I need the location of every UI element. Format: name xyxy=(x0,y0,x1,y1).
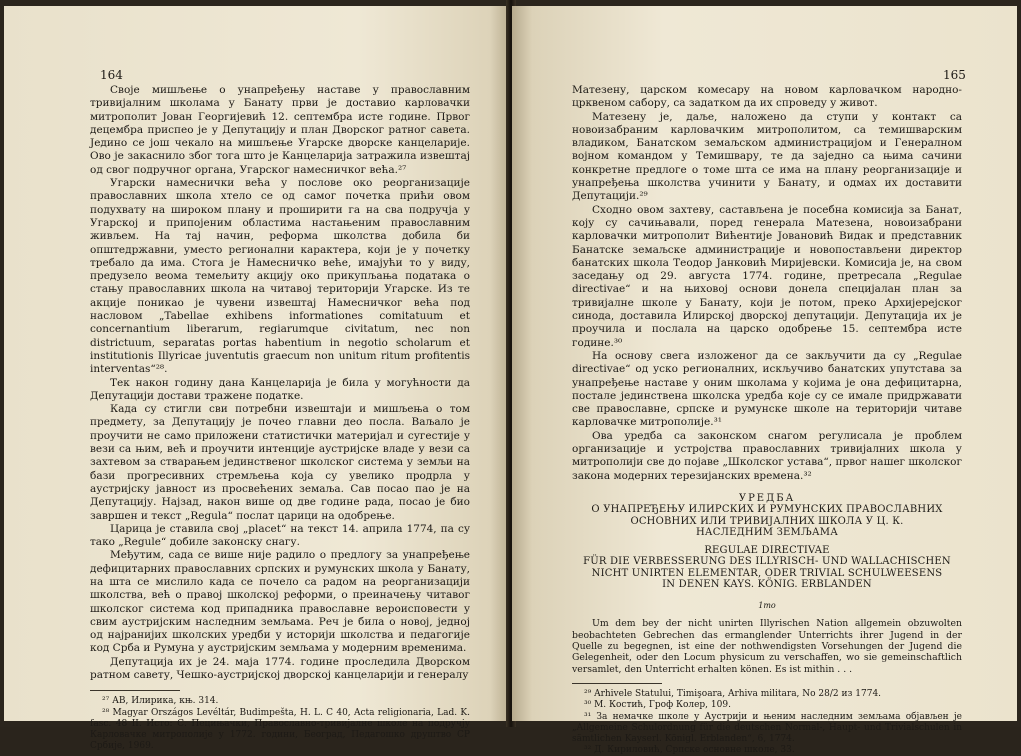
section-mark: 1mo xyxy=(758,600,776,610)
heading-line: НАСЛЕДНИМ ЗЕМЉАМА xyxy=(696,527,838,539)
paragraph: Депутација их је 24. маја 1774. године проследила Дворском ратном савету, Чешко-аустријској дворској канцеларији и генералу xyxy=(90,655,470,682)
paragraph: Када су стигли сви потребни извештаји и мишљења о том предмету, за Депутацију је почео главни део посла. Ваљало је проучити не само приложени статистички материјал и сугестије у вези са њим, већ и проучити интенције аустријске владе у вези са захтевом за стварањем јединственог школског система у земљи на бази прогресивних стремљења која су увелико продрла у аустријску јавност из просвећених земаља. Сав посао пао је на Депутацију. Најзад, након више од две године рада, посао је био завршен и текст „Regula“ послат царици на одобрење. xyxy=(90,403,470,522)
footnote: ³² Д. Кириловић, Српске основне школе, 33. xyxy=(584,745,795,756)
footnote: ³¹ За немачке школе у Аустрији и њеним наследним земљама објављен је „Allgemeine Schulordnung für die deutschen Normal-, Haupt- und Trivialschulen in sämtlichen Kayserl. Königl. Erblanden“, 6, 1774. xyxy=(572,711,962,745)
footnote: ²⁷ АВ, Илирика, књ. 314. xyxy=(102,696,219,707)
right-text-column xyxy=(572,84,962,756)
paragraph: Матезену, царском комесару на новом карловачком народно-црквеном сабору, са задатком да их спроведу у живот. xyxy=(572,84,962,110)
heading-line: О УНАПРЕЂЕЊУ ИЛИРСКИХ И РУМУНСКИХ ПРАВОСЛАВНИХ xyxy=(591,504,943,516)
footnote-divider xyxy=(90,690,180,691)
german-paragraph: Um dem bey der nicht unirten Illyrischen Nation allgemein obzuwolten beobachteten Gebrechen das ermanglender Unterrichts ihrer Jugend in der Quelle zu begegnen, ist eine der nothwendigsten Vorsehungen der Jugend die Gelegenheit, oder den Locum physicum zu verschaffen, wo sie gemeinschaftlich versamlet, den Unterricht erhalten könen. Es ist mithin . . . xyxy=(572,618,962,675)
page-number-right: 165 xyxy=(943,68,966,82)
heading-line: УРЕДБА xyxy=(738,492,796,504)
paragraph: Угарски намеснички већа у послове око реорганизације православних школа хтело се од самог почетка прићи овом подухвату на широком плану и проширити га на сва подручја у Угарској и припојеним областима настањеним православним живљем. На тај начин, реформа школства добила би општедржавни, уместо регионални карактера, који је у почетку требало да има. Стога је Намесничко веће, имајући то у виду, предузело веома темељиту акцију око прикупљања података о стању православних школа на читавој територији Угарске. Из те акције поникао је чувени извештај Намесничког већа под насловом „Tabellae exhibens informationes comitatuum et concernantium liberarum, regiarumque civitatum, nec non districtuum, separatas portas habentium in negotio scholarum et institutionis Illyricae juventutis graecum non unitum ritum profitentis interventas“²⁸. xyxy=(90,177,470,376)
paragraph: Сходно овом захтеву, састављена је посебна комисија за Банат, коју су сачињавали, поред генерала Матезена, новоизабрани карловачки митрополит Вићентије Јовановић Видак и представник Банатске земаљске администрације и новопостављени директор банатских школа Теодор Јанковић Миријевски. Комисија је, на свом заседању од 29. августа 1774. године, претресала „Regulae directivae“ и на њиховој основи донела специјалан план за тривијалне школе у Банату, који је потом, преко Архијерејског синода, доставила Илирској дворској депутацији. Депутација их је проучила и послала на царско одобрење 15. септембра исте године.³⁰ xyxy=(572,203,962,349)
left-text-column xyxy=(90,84,470,752)
footnote: ³⁰ М. Костић, Гроф Колер, 109. xyxy=(584,700,731,711)
paragraph: Ова уредба са законском снагом регулисала је проблем организације и устројства православних тривијалних школа у митрополији све до појаве „Школског устава“, првог нашег школског закона модерних терезијанских времена.³² xyxy=(572,429,962,482)
footnote-divider xyxy=(572,683,662,684)
footnote: ²⁸ Magyar Országos Levéltár, Budimpešta, H. L. C 40, Acta religionaria, Lad. K. fasc. 48 II. Исто: С. Пецињачки, Православно-тривијалне школе на подручју Карловачке митрополије у 1772. години, Београд, Педагошко друштво СР Србије, 1969. xyxy=(90,707,470,752)
heading-line: NICHT UNIRTEN ELEMENTAR, ODER TRIVIAL SCHULWEESENS xyxy=(591,567,943,579)
page-number-left: 164 xyxy=(100,68,123,82)
paragraph: Тек након годину дана Канцеларија је била у могућности да Депутацији достави тражене податке. xyxy=(90,376,470,402)
decree-heading-german xyxy=(572,545,962,591)
heading-line: REGULAE DIRECTIVAE xyxy=(704,544,830,556)
heading-line: FÜR DIE VERBESSERUNG DES ILLYRISCH- UND WALLACHISCHEN xyxy=(583,556,951,568)
footnote: ²⁹ Arhivele Statului, Timişoara, Arhiva militara, No 28/2 из 1774. xyxy=(584,689,882,700)
left-page xyxy=(4,6,510,752)
decree-heading-serbian xyxy=(572,493,962,539)
paragraph: Своје мишљење о унапређењу наставе у православним тривијалним школама у Банату први је доставио карловачки митрополит Јован Георгијевић 12. септембра исте године. Првог децембра приспео је у Депутацију и план Дворског ратног савета. Једино се још чекало на мишљење Угарске дворске канцеларије. Ово је закаснило због тога што је Канцеларија затражила извештај од свог подручног органа, Угарског намесничког већа.²⁷ xyxy=(90,84,470,176)
paragraph: На основу свега изложеног да се закључити да су „Regulae directivae“ од уско регионалних, искључиво банатских упутстава за унапређење наставе у оним школама у којима је она дефицитарна, постале јединствена школска уредба које су се имале придржавати све православне, српске и румунске школе на територији читаве карловачке митрополије.³¹ xyxy=(572,349,962,429)
right-page xyxy=(512,6,1017,756)
heading-line: ОСНОВНИХ ИЛИ ТРИВИЈАЛНИХ ШКОЛА У Ц. К. xyxy=(630,515,904,527)
heading-line: IN DENEN KAYS. KÖNIG. ERBLANDEN xyxy=(662,579,872,591)
paragraph: Царица је ставила свој „placet“ на текст 14. априла 1774, па су тако „Regule“ добиле законску снагу. xyxy=(90,522,470,549)
paragraph: Међутим, сада се више није радило о предлогу за унапређење дефицитарних православних српских и румунских школа у Банату, на шта се мислило када се почело са радом на реорганизацији школства, већ о правој школској реформи, о преиначењу читавог школског система код припадника православне вероисповести у свим аустријским наследним земљама. Реч је била о новој, једној од најранијих школских уредби у историји школства и педагогије код Срба и Румуна у аустријским земљама у модерним временима. xyxy=(90,549,470,655)
paragraph: Матезену је, даље, наложено да ступи у контакт са новоизабраним карловачким митрополитом, са темишварским владиком, Банатском земаљском администрацијом и Генералном војном командом у Темишвару, те да заједно са њима сачини конкретне предлоге о томе шта се има на плану реорганизације и унапређења школства учинити у Банату, и одмах их доставити Депутацији.²⁹ xyxy=(572,110,962,203)
